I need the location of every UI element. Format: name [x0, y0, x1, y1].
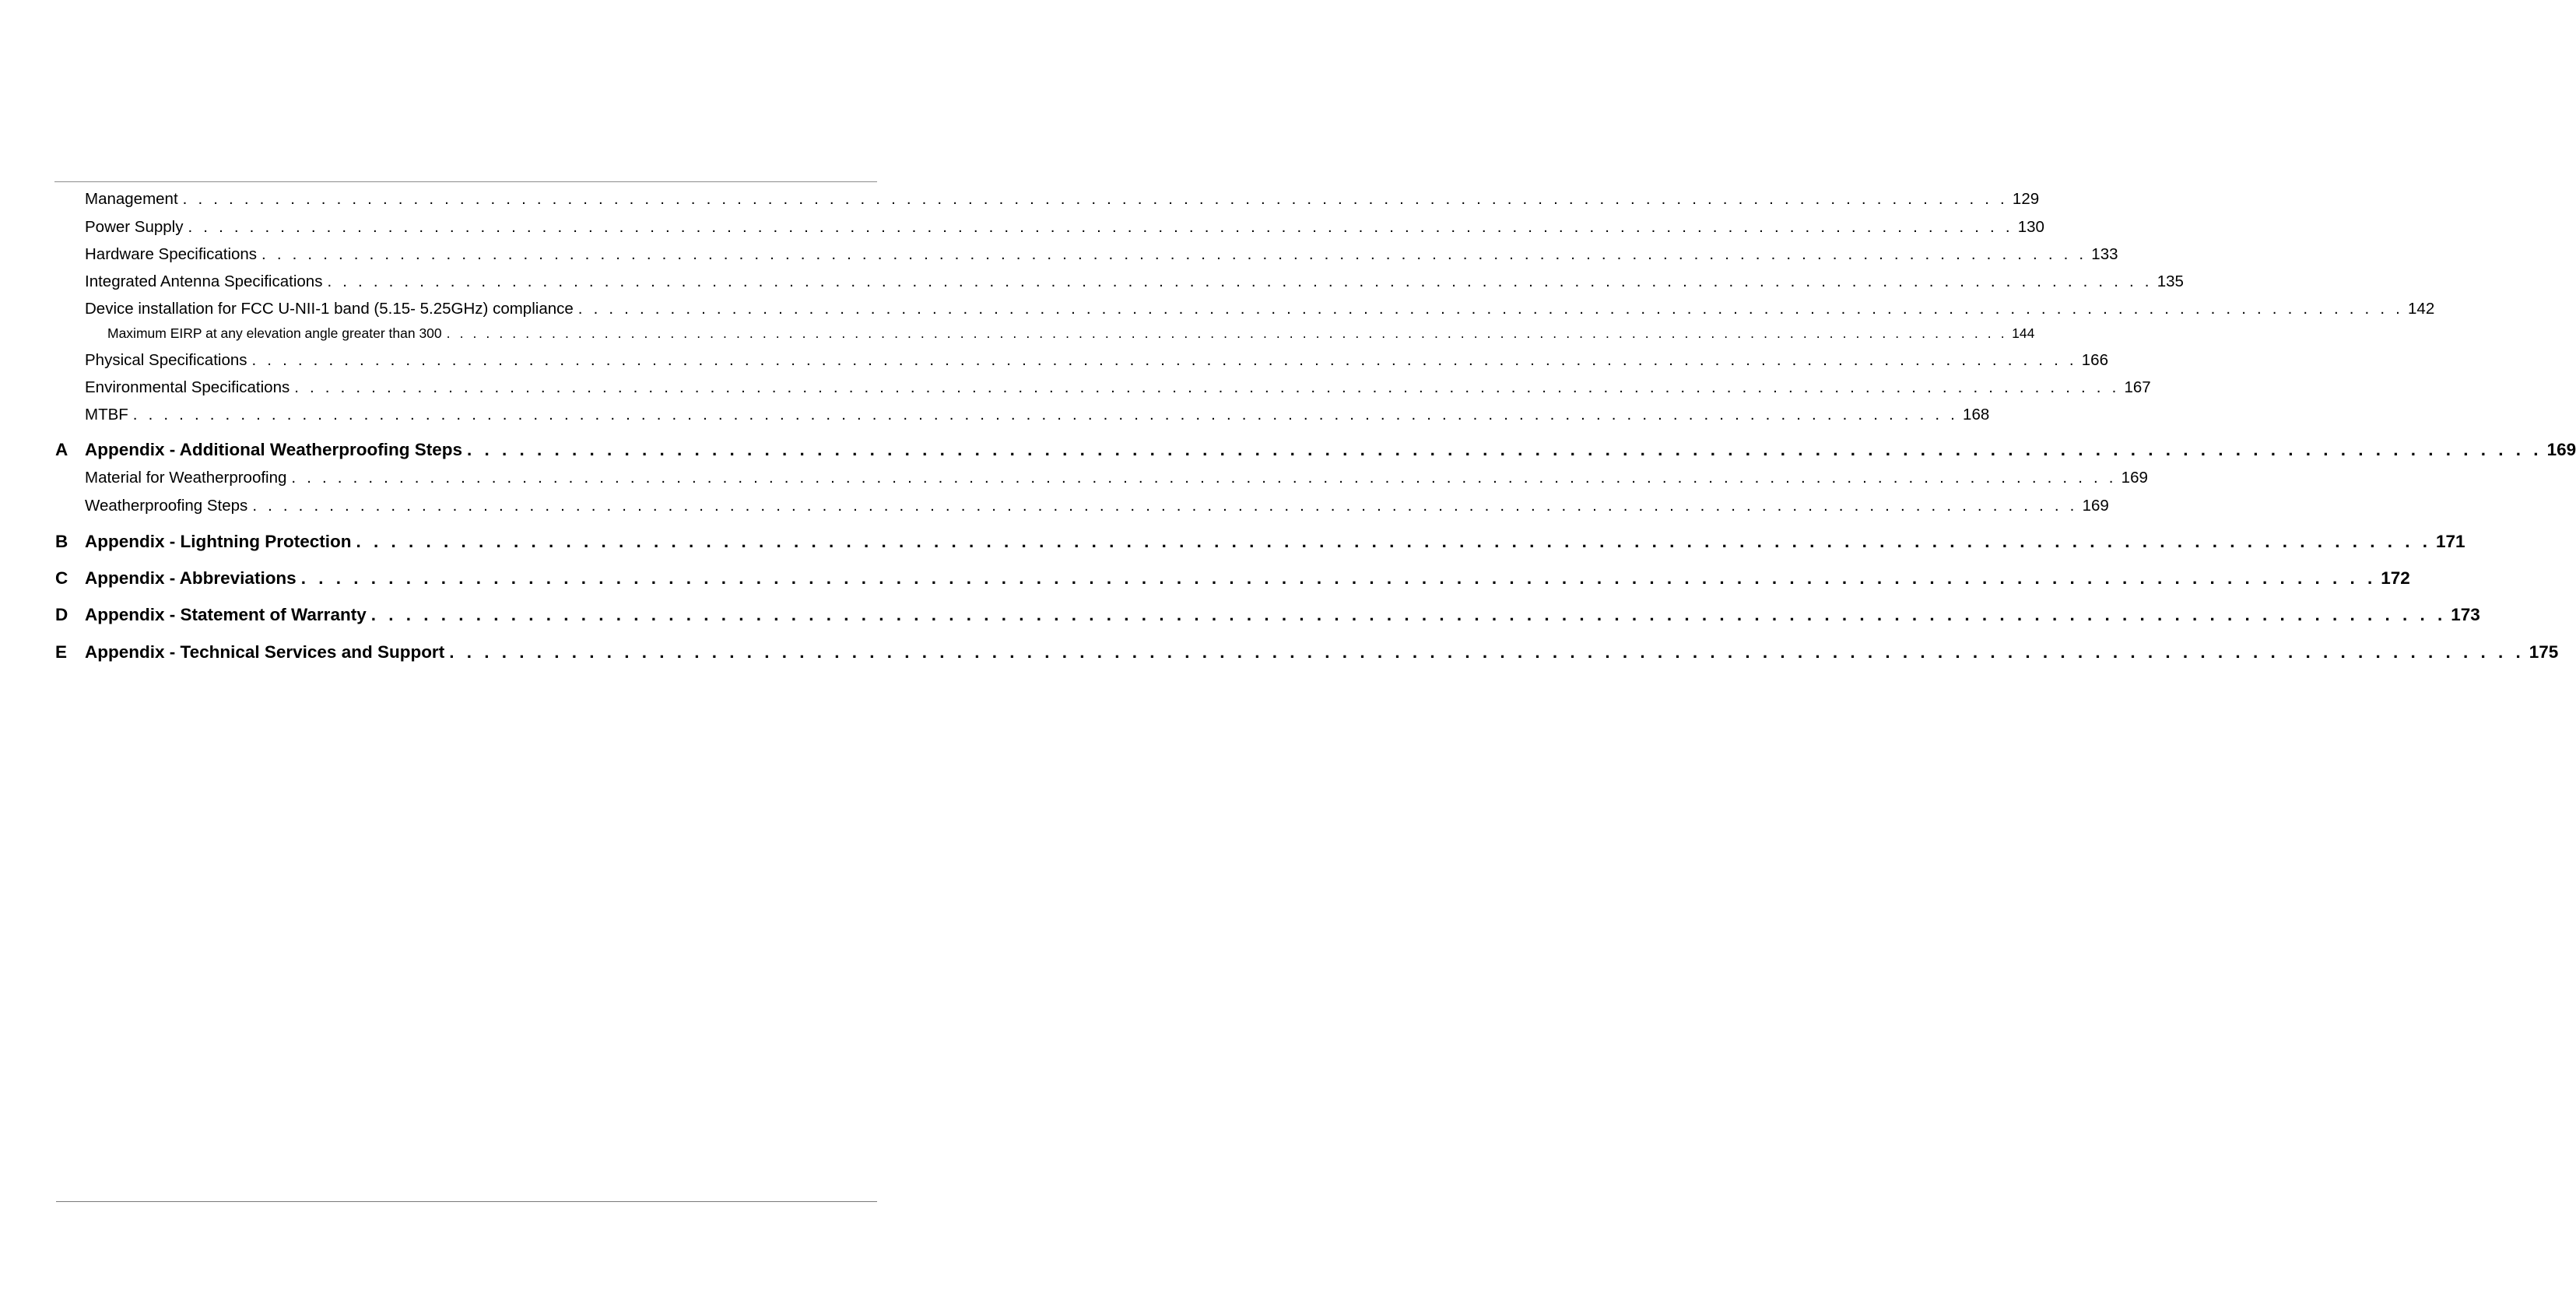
dot-leader: . . . . . . . . . . . . . . . . . . . . . . . . . . . . . . . . . . . . . . . . . . . . . . . . . . . . . . . . . . . . . . . . . . . . . . . . . . . . . . . . . . . . . . . . . . . . . . . . . . . . . . . . . . . . . . . . . . . . . . .	[300, 568, 2377, 588]
toc-entry-page: 166	[2081, 351, 2108, 369]
toc-chapter-appendix-c[interactable]	[55, 568, 2410, 589]
toc-entry-weatherproofing-steps[interactable]	[85, 497, 2109, 515]
toc-entry-page: 135	[2157, 272, 2184, 290]
toc-chapter-appendix-a[interactable]	[55, 440, 2576, 460]
toc-entry-title: Hardware Specifications	[85, 245, 258, 263]
toc-entry-maximum-eirp[interactable]	[107, 325, 2035, 342]
toc-chapter-appendix-b[interactable]	[55, 532, 2465, 552]
toc-entry-title: Device installation for FCC U-NII-1 band (5.15- 5.25GHz) compliance	[85, 300, 574, 318]
toc-entry-title: Appendix - Technical Services and Support	[85, 642, 445, 662]
toc-entry-hardware-specifications[interactable]	[85, 245, 2118, 264]
toc-chapter-appendix-e[interactable]	[55, 642, 2559, 663]
dot-leader: . . . . . . . . . . . . . . . . . . . . . . . . . . . . . . . . . . . . . . . . . . . . . . . . . . . . . . . . . . . . . . . . . . . . . . . . . . . . . . . . . . . . . . . . . . . . . . . . . . . . . . . . . . . . . . . . . . . . . . .	[261, 245, 2087, 263]
toc-entry-page: 169	[2121, 469, 2148, 487]
toc-entry-page: 175	[2529, 642, 2559, 662]
toc-entry-title: Management	[85, 190, 178, 208]
toc-entry-page: 172	[2381, 568, 2410, 588]
header-rule	[54, 181, 877, 182]
dot-leader: . . . . . . . . . . . . . . . . . . . . . . . . . . . . . . . . . . . . . . . . . . . . . . . . . . . . . . . . . . . . . . . . . . . . . . . . . . . . . . . . . . . . . . . . . . . . . . . . . . . . . . . . . . . . . . . . . . . . . . .	[370, 605, 2447, 624]
toc-entry-integrated-antenna-specifications[interactable]	[85, 272, 2184, 291]
toc-entry-material-for-weatherproofing[interactable]	[85, 469, 2148, 487]
toc-entry-power-supply[interactable]	[85, 218, 2044, 237]
toc-entry-page: 167	[2124, 378, 2151, 396]
toc-entry-page: 142	[2408, 300, 2435, 318]
toc-entry-title: Appendix - Additional Weatherproofing Steps	[85, 440, 463, 459]
dot-leader: . . . . . . . . . . . . . . . . . . . . . . . . . . . . . . . . . . . . . . . . . . . . . . . . . . . . . . . . . . . . . . . . . . . . . . . . . . . . . . . . . . . . . . . . . . . . . . . . . . . . . . . . . . . . . . . . . . . . . . .	[327, 272, 2153, 290]
toc-entry-title: MTBF	[85, 406, 128, 424]
toc-chapter-letter: E	[55, 642, 68, 662]
dot-leader: . . . . . . . . . . . . . . . . . . . . . . . . . . . . . . . . . . . . . . . . . . . . . . . . . . . . . . . . . . . . . . . . . . . . . . . . . . . . . . . . . . . . . . . . . . . . . . . . . . . . . . . . . . . . . . . . . . . . . . .	[252, 497, 2078, 515]
toc-entry-page: 133	[2091, 245, 2118, 263]
dot-leader: . . . . . . . . . . . . . . . . . . . . . . . . . . . . . . . . . . . . . . . . . . . . . . . . . . . . . . . . . . . . . . . . . . . . . . . . . . . . . . . . . . . . . . . . . . . . . . . . . . . . . . . . . . . . . . . . . . . . . . .	[291, 469, 2117, 487]
toc-entry-title: Material for Weatherproofing	[85, 469, 287, 487]
dot-leader: . . . . . . . . . . . . . . . . . . . . . . . . . . . . . . . . . . . . . . . . . . . . . . . . . . . . . . . . . . . . . . . . . . . . . . . . . . . . . . . . . . . . . . . . . . . . . . . . . . . . . . . . . . . . . . . . . . . . . . .	[251, 351, 2077, 369]
dot-leader: . . . . . . . . . . . . . . . . . . . . . . . . . . . . . . . . . . . . . . . . . . . . . . . . . . . . . . . . . . . . . . . . . . . . . . . . . . . . . . . . . . . . . . . . . . . . . . . . . . . . . . . . . . . . . . . . . . . . . . .	[446, 325, 2008, 341]
toc-entry-management[interactable]	[85, 190, 2040, 209]
toc-entry-title: Integrated Antenna Specifications	[85, 272, 323, 290]
toc-entry-page: 130	[2017, 218, 2044, 236]
footer-rule	[56, 1201, 877, 1202]
dot-leader: . . . . . . . . . . . . . . . . . . . . . . . . . . . . . . . . . . . . . . . . . . . . . . . . . . . . . . . . . . . . . . . . . . . . . . . . . . . . . . . . . . . . . . . . . . . . . . . . . . . . . . . . . . . . . . . . . . . . . . .	[132, 406, 1959, 424]
dot-leader: . . . . . . . . . . . . . . . . . . . . . . . . . . . . . . . . . . . . . . . . . . . . . . . . . . . . . . . . . . . . . . . . . . . . . . . . . . . . . . . . . . . . . . . . . . . . . . . . . . . . . . . . . . . . . . . . . . . . . . .	[182, 190, 2008, 208]
dot-leader: . . . . . . . . . . . . . . . . . . . . . . . . . . . . . . . . . . . . . . . . . . . . . . . . . . . . . . . . . . . . . . . . . . . . . . . . . . . . . . . . . . . . . . . . . . . . . . . . . . . . . . . . . . . . . . . . . . . . . . .	[356, 532, 2432, 551]
toc-entry-title: Maximum EIRP at any elevation angle greater than 300	[107, 325, 442, 341]
toc-entry-physical-specifications[interactable]	[85, 351, 2108, 370]
dot-leader: . . . . . . . . . . . . . . . . . . . . . . . . . . . . . . . . . . . . . . . . . . . . . . . . . . . . . . . . . . . . . . . . . . . . . . . . . . . . . . . . . . . . . . . . . . . . . . . . . . . . . . . . . . . . . . . . . . . . . . .	[188, 218, 2013, 236]
dot-leader: . . . . . . . . . . . . . . . . . . . . . . . . . . . . . . . . . . . . . . . . . . . . . . . . . . . . . . . . . . . . . . . . . . . . . . . . . . . . . . . . . . . . . . . . . . . . . . . . . . . . . . . . . . . . . . . . . . . . . . .	[449, 642, 2525, 662]
toc-entry-title: Appendix - Abbreviations	[85, 568, 297, 588]
toc-entry-page: 173	[2451, 605, 2480, 624]
toc-entry-page: 171	[2436, 532, 2465, 551]
toc-entry-page: 169	[2546, 440, 2576, 459]
dot-leader: . . . . . . . . . . . . . . . . . . . . . . . . . . . . . . . . . . . . . . . . . . . . . . . . . . . . . . . . . . . . . . . . . . . . . . . . . . . . . . . . . . . . . . . . . . . . . . . . . . . . . . . . . . . . . . . . . . . . . . .	[294, 378, 2120, 396]
toc-chapter-letter: C	[55, 568, 68, 588]
toc-entry-title: Environmental Specifications	[85, 378, 290, 396]
toc-entry-page: 168	[1963, 406, 1990, 424]
dot-leader: . . . . . . . . . . . . . . . . . . . . . . . . . . . . . . . . . . . . . . . . . . . . . . . . . . . . . . . . . . . . . . . . . . . . . . . . . . . . . . . . . . . . . . . . . . . . . . . . . . . . . . . . . . . . . . . . . . . . . . .	[467, 440, 2543, 459]
dot-leader: . . . . . . . . . . . . . . . . . . . . . . . . . . . . . . . . . . . . . . . . . . . . . . . . . . . . . . . . . . . . . . . . . . . . . . . . . . . . . . . . . . . . . . . . . . . . . . . . . . . . . . . . . . . . . . . . . . . . . . .	[577, 300, 2404, 318]
toc-entry-page: 144	[2012, 325, 2035, 341]
toc-entry-title: Power Supply	[85, 218, 184, 236]
toc-chapter-letter: B	[55, 532, 68, 551]
toc-entry-page: 169	[2082, 497, 2109, 515]
toc-entry-device-installation-fcc[interactable]	[85, 300, 2435, 318]
toc-chapter-letter: A	[55, 440, 68, 459]
toc-entry-page: 129	[2012, 190, 2040, 208]
toc-entry-title: Physical Specifications	[85, 351, 247, 369]
toc-chapter-letter: D	[55, 605, 68, 624]
toc-entry-environmental-specifications[interactable]	[85, 378, 2151, 397]
toc-chapter-appendix-d[interactable]	[55, 605, 2480, 625]
toc-entry-mtbf[interactable]	[85, 406, 1990, 424]
toc-entry-title: Weatherproofing Steps	[85, 497, 248, 515]
toc-entry-title: Appendix - Statement of Warranty	[85, 605, 367, 624]
toc-entry-title: Appendix - Lightning Protection	[85, 532, 352, 551]
